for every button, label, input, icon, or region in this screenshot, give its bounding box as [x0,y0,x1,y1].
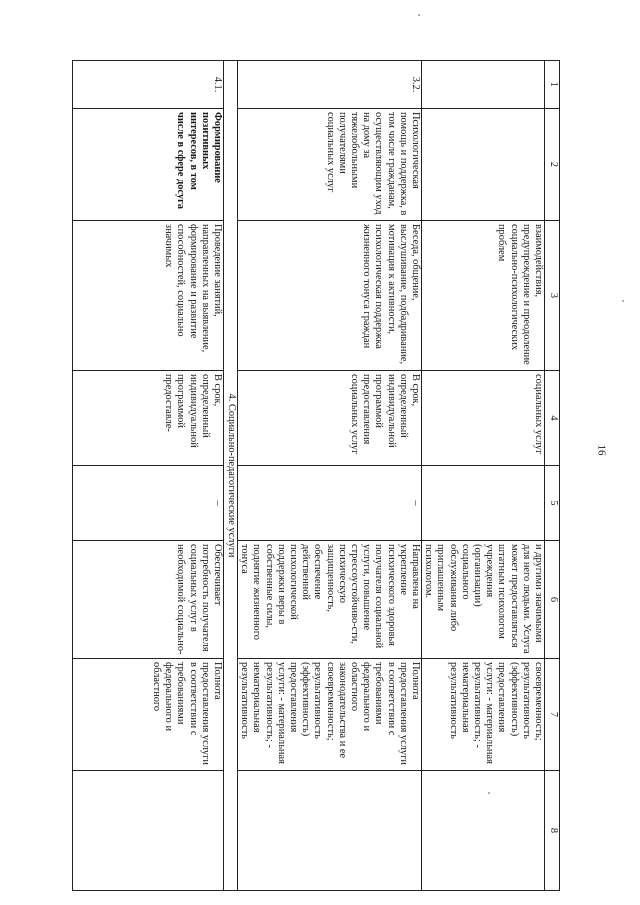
cell-description: взаимодействия, предупреждение и преодоление социально-психологических проблем [421,221,544,371]
cell-quality: Полнота предоставления услуги в соответствии с требованиями федерального и областного [72,659,223,771]
cell-description: Беседа, общение, выслушивание, подбадривание, мотивация к активности, психологическая поддержка жизненного тонуса граждан [237,221,421,371]
header-cell: 2 [545,109,560,221]
cell-num: 4.1. [72,61,223,109]
services-table [72,60,560,891]
cell-extra [237,771,421,891]
cell-cost: – [237,466,421,541]
table-row-4-1 [72,61,223,891]
section-row [223,61,237,891]
page-number: 16 [595,444,608,456]
cell-quality: своевременность; результативность (эффективность) предоставления услуги: - материальная результативность; - нематериальная результативность [421,659,544,771]
cell-extra [421,771,544,891]
cell-quality: Полнота предоставления услуги в соответствии с требованиями федерального и областного законодательства и ее своевременность; результативность (эффективность) предоставления услуги: - материальная результативность; - нематериальная результативность [237,659,421,771]
cell-description: Проведение занятий, направленных на выявление, формирование и развитие способностей, социально значимых [72,221,223,371]
cell-cost [421,466,544,541]
section-title: 4. Социально-педагогические услуги [223,61,237,891]
cell-name [421,109,544,221]
table-row-3-2 [237,61,421,891]
header-cell: 4 [545,371,560,466]
cell-name: Психологическая помощь и поддержка, в том числе гражданам, осуществляющим уход на дому за тяжелобольными получателями социальных услуг [237,109,421,221]
cell-term: социальных услуг [421,371,544,466]
cell-num: 3.2. [237,61,421,109]
cell-term: В срок, определенный индивидуальной программой предоставления социальных услуг [237,371,421,466]
rotated-table-page [50,60,560,890]
scan-speck [488,792,490,794]
table-row-continued [421,61,544,891]
header-cell: 1 [545,61,560,109]
header-row [545,61,560,891]
cell-conditions: и другими значимыми для него людьми. Услуга может предоставляться штатным психологом учреждения (организации) социального обслуживания либо приглашенным психологом. [421,541,544,659]
scan-speck [418,14,420,16]
header-cell: 5 [545,466,560,541]
cell-conditions: Направлена на укрепление психического здоровья получателя социальной услуги, повышение стрессоустойчиво-сти, психическую защищенность, обеспечение действенной психологической поддержки веры в собственные силы, поднятие жизненного тонуса [237,541,421,659]
header-cell: 8 [545,771,560,891]
header-cell: 6 [545,541,560,659]
cell-name: Формирование позитивных интересов, в том числе в сфере досуга [72,109,223,221]
cell-term: В срок, определенный индивидуальной программой предоставле- [72,371,223,466]
scan-speck [622,300,624,302]
cell-conditions: Обеспечивает потребность получателя социальных услуг в необходимой социально- [72,541,223,659]
header-cell: 3 [545,221,560,371]
cell-cost: – [72,466,223,541]
cell-num [421,61,544,109]
cell-extra [72,771,223,891]
header-cell: 7 [545,659,560,771]
